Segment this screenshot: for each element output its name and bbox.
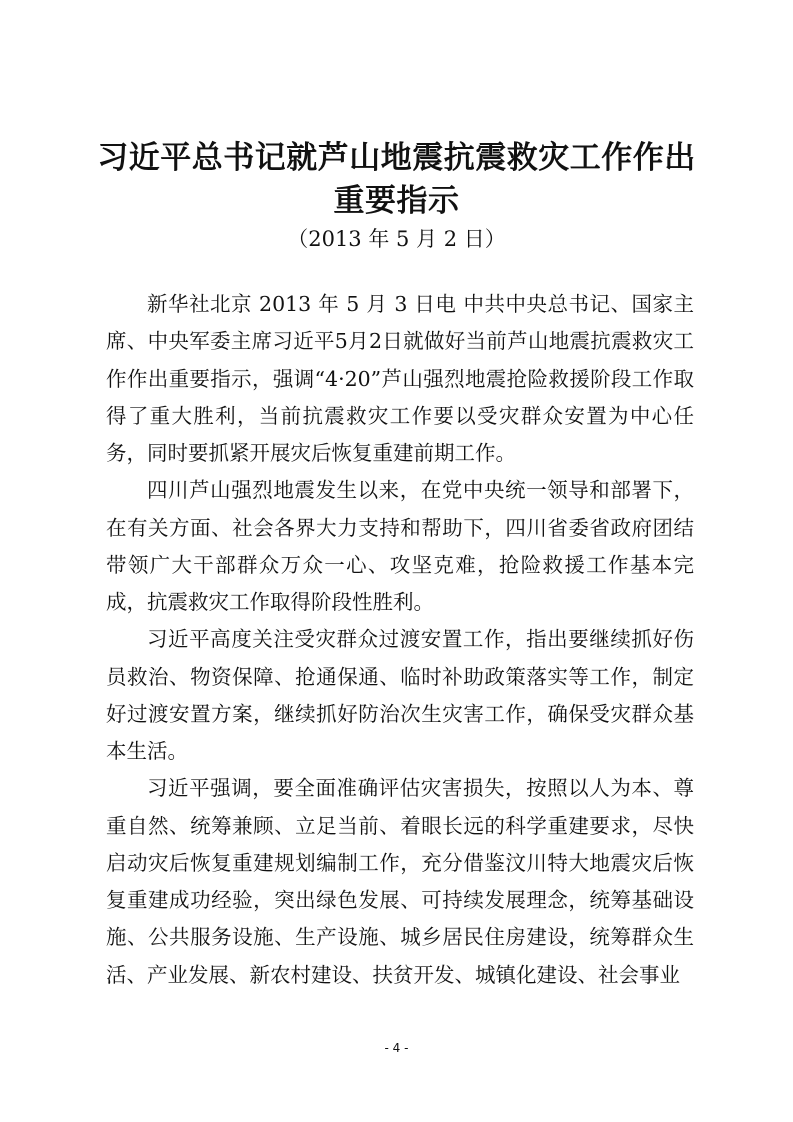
document-date: （2013 年 5 月 2 日） (287, 227, 506, 251)
paragraph: 新华社北京 2013 年 5 月 3 日电 中共中央总书记、国家主席、中央军委主席习近平5月2日就做好当前芦山地震抗震救灾工作作出重要指示，强调“4·20”芦山强烈地震抢险救援阶段工作取得了重大胜利，当前抗震救灾工作要以受灾群众安置为中心任务，同时要抓紧开展灾后恢复重建前期工作。 (106, 292, 694, 465)
document-body (106, 286, 694, 994)
paragraph: 习近平强调，要全面准确评估灾害损失，按照以人为本、尊重自然、统筹兼顾、立足当前、着眼长远的科学重建要求，尽快启动灾后恢复重建规划编制工作，充分借鉴汶川特大地震灾后恢复重建成功经验，突出绿色发展、可持续发展理念，统筹基础设施、公共服务设施、生产设施、城乡居民住房建设，统筹群众生活、产业发展、新农村建设、扶贫开发、城镇化建设、社会事业 (106, 776, 694, 987)
paragraph: 四川芦山强烈地震发生以来，在党中央统一领导和部署下，在有关方面、社会各界大力支持和帮助下，四川省委省政府团结带领广大干部群众万众一心、攻坚克难，抢险救援工作基本完成，抗震救灾工作取得阶段性胜利。 (106, 478, 694, 614)
page-number: - 4 - (384, 1041, 409, 1055)
document-title-line-1: 习近平总书记就芦山地震抗震救灾工作作出 (97, 140, 696, 176)
paragraph: 习近平高度关注受灾群众过渡安置工作，指出要继续抓好伤员救治、物资保障、抢通保通、临时补助政策落实等工作，制定好过渡安置方案，继续抓好防治次生灾害工作，确保受灾群众基本生活。 (106, 627, 694, 763)
document-title-line-2: 重要指示 (333, 183, 460, 219)
